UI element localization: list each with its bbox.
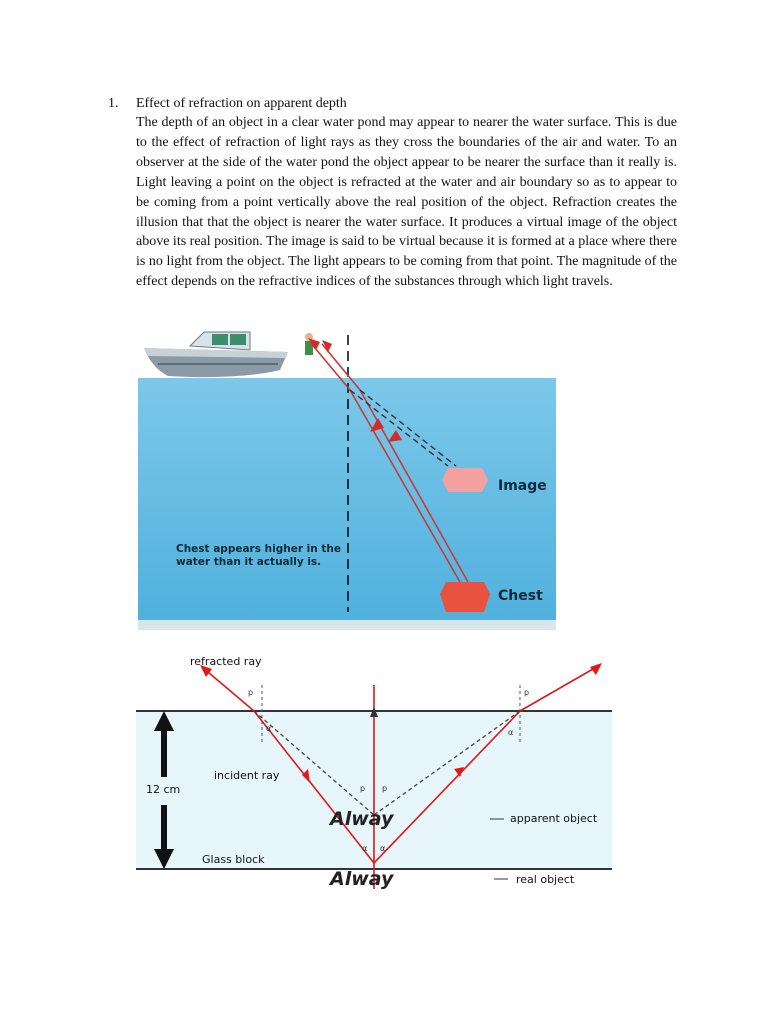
caption-line-2: water than it actually is. [176,556,322,568]
chest-label: Chest [498,588,543,604]
apparent-object-word: Alway [330,808,394,830]
caption-line-1: Chest appears higher in the [176,543,342,555]
section-heading: Effect of refraction on apparent depth [136,96,347,111]
apparent-object-label: apparent object [510,812,598,825]
virtual-image-chest [442,468,488,492]
real-chest [440,582,490,612]
real-object-word: Alway [330,868,394,890]
boat-icon [144,332,288,377]
list-number: 1. [108,96,119,111]
glass-block-label: Glass block [202,853,265,866]
angle-p-left: p [248,688,254,697]
angle-a-center-right: α [380,844,386,853]
angle-p-center-right: p [382,784,388,793]
depth-label: 12 cm [146,783,181,796]
angle-a-left: α [266,724,272,733]
incident-ray-label: incident ray [214,769,280,782]
water-region [138,378,556,628]
boat-chest-figure [138,330,560,630]
refracted-ray-label: refracted ray [190,655,262,668]
angle-p-center-left: p [360,784,366,793]
pond-bottom [138,620,556,630]
angle-a-right: α [508,728,514,737]
body-paragraph: The depth of an object in a clear water pond may appear to nearer the water surface. This is due to the effect of refraction of light rays as they cross the boundaries of the air and water. To an observer at the side of the water pond the object appear to be nearer the surface than it really is. Light leaving a point on the object is refracted at the water and air boundary so as to appear to be coming from a point vertically above the real position of the object. Refraction creates the illusion that that the object is nearer the water surface. It produces a virtual image of the object above its real position. The image is said to be virtual because it is formed at a place where there is no light from the object. The light appears to be coming from that point. The magnitude of the effect depends on the refractive indices of the substances through which light travels. [136,115,677,290]
angle-a-center-left: α [362,844,368,853]
image-label: Image [498,478,547,494]
glass-block-figure [130,645,620,895]
angle-p-right: p [524,688,530,697]
real-object-label: real object [516,873,575,886]
